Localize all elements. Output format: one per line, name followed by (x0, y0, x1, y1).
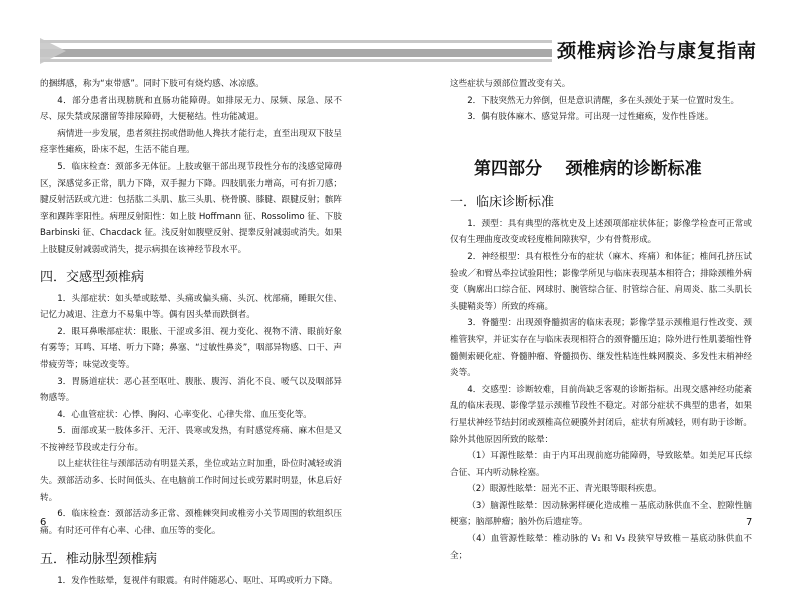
paragraph: 3．脊髓型：出现颈脊髓损害的临床表现；影像学显示颈椎退行性改变、颈椎管狭窄，并证实存在与临床表现相符合的颈脊髓压迫；除外进行性肌萎缩性脊髓侧索硬化症、脊髓肿瘤、脊髓损伤、继发性粘连性蛛网膜炎、多发性末梢神经炎等。 (450, 318, 752, 379)
paragraph: 5．面部或某一肢体多汗、无汗、畏寒或发热，有时感觉疼痛、麻木但是又不按神经节段或走行分布。 (40, 426, 342, 453)
paragraph: 2．眼耳鼻喉部症状：眼胀、干涩或多泪、视力变化、视物不清、眼前好象有雾等；耳鸣、耳堵、听力下降；鼻塞、“过敏性鼻炎”，咽部异物感、口干、声带疲劳等；味觉改变等。 (40, 326, 342, 370)
paragraph: 2．下肢突然无力猝倒，但是意识清醒，多在头颈处于某一位置时发生。 (467, 95, 740, 106)
section-heading-sympathetic: 四．交感型颈椎病 (40, 269, 145, 285)
paragraph: 3．偶有肢体麻木、感觉异常。可出现一过性瘫痪，发作性昏迷。 (467, 112, 714, 123)
left-page-body (40, 76, 342, 590)
sympathetic-paragraphs (40, 291, 342, 540)
paragraph: 1．头部症状：如头晕或眩晕、头痛或偏头痛、头沉、枕部痛，睡眠欠佳、记忆力减退、注意力不易集中等。偶有因头晕而跌倒者。 (40, 293, 342, 321)
paragraph: 4．交感型：诊断较难，目前尚缺乏客观的诊断指标。出现交感神经功能紊乱的临床表现、影像学显示颈椎节段性不稳定。对部分症状不典型的患者，如果行星状神经节结封闭或颈椎高位硬膜外封闭后，症状有所减轻，则有助于诊断。除外其他原因所致的眩晕： (450, 384, 752, 445)
paragraph: 病情进一步发展，患者须拄拐或借助他人搀扶才能行走，直至出现双下肢呈痉挛性瘫痪，卧床不起，生活不能自理。 (40, 128, 342, 156)
paragraph: 这些症状与颈部位置改变有关。 (450, 79, 571, 89)
book-title: 颈椎病诊治与康复指南 (557, 40, 758, 62)
paragraph: （1）耳源性眩晕：由于内耳出现前庭功能障碍，导致眩晕。如美尼耳氏综合征、耳内听动脉栓塞。 (450, 451, 752, 478)
paragraph: （4）血管源性眩晕：椎动脉的 V₁ 和 V₃ 段狭窄导致椎－基底动脉供血不全； (450, 534, 752, 561)
paragraph: 的捆绑感，称为“束带感”。同时下肢可有烧灼感、冰凉感。 (40, 79, 264, 89)
header-wedge-ornament (40, 38, 66, 64)
page-number-left: 6 (40, 517, 47, 528)
paragraph: 4．心血管症状：心悸、胸闷、心率变化、心律失常、血压变化等。 (57, 409, 312, 420)
paragraph: 2．神经根型：具有根性分布的症状（麻木、疼痛）和体征；椎间孔挤压试验或／和臂丛牵拉试验阳性；影像学所见与临床表现基本相符合；排除颈椎外病变（胸廓出口综合征、网球肘、腕管综合征、肘管综合征、肩周炎、肱二头肌长头腱鞘炎等）所致的疼痛。 (450, 251, 752, 312)
paragraph: （2）眼源性眩晕：屈光不正、青光眼等眼科疾患。 (467, 484, 662, 495)
paragraph: 6．临床检查：颈部活动多正常、颈椎棘突间或椎旁小关节周围的软组织压痛。有时还可伴有心率、心律、血压等的变化。 (40, 509, 342, 536)
part-title: 第四部分 颈椎病的诊断标准 (474, 158, 702, 179)
paragraph: 4．部分患者出现膀胱和直肠功能障碍。如排尿无力、尿频、尿急、尿不尽、尿失禁或尿潴留等排尿障碍，大便秘结。性功能减退。 (40, 95, 342, 123)
paragraph: 以上症状往往与颈部活动有明显关系，坐位或站立时加重，卧位时减轻或消失。颈部活动多、长时间低头、在电脑前工作时间过长或劳累时明显，休息后好转。 (40, 459, 342, 503)
left-intro-paragraphs (40, 76, 342, 259)
section-heading-vertebral-artery: 五．椎动脉型颈椎病 (40, 552, 158, 568)
vertebral-artery-paragraphs (40, 573, 342, 590)
clinical-criteria-paragraphs (450, 216, 752, 564)
paragraph: （3）脑源性眩晕：因动脉粥样硬化造成椎－基底动脉供血不全、腔隙性脑梗塞；脑部肿瘤；脑外伤后遗症等。 (450, 500, 752, 528)
right-page-body (450, 76, 752, 564)
paragraph: 3．胃肠道症状：恶心甚至呕吐、腹胀、腹泻、消化不良、嗳气以及咽部异物感等。 (40, 376, 342, 404)
right-intro-paragraphs (450, 76, 752, 126)
paragraph: 5．临床检查：颈部多无体征。上肢或躯干部出现节段性分布的浅感觉障碍区，深感觉多正常，肌力下降，双手握力下降。四肢肌张力增高，可有折刀感；腱反射活跃或亢进：包括肱二头肌、肱三头肌、桡骨膜、膝腱、跟腱反射；髌阵挛和踝阵挛阳性。病理反射阳性：如上肢 Hoffmann 征、Rossolimo 征、下肢 Barbinski 征、Chacdack 征。浅反射如腹壁反射、提睾反射减弱或消失。如果上肢腱反射减弱或消失，提示病损在该神经节段水平。 (40, 161, 342, 255)
section-heading-clinical-criteria: 一．临床诊断标准 (450, 194, 555, 210)
page-number-right: 7 (746, 517, 753, 528)
paragraph: 1．发作性眩晕，复视伴有眼震。有时伴随恶心、呕吐、耳鸣或听力下降。 (57, 576, 338, 587)
paragraph: 1．颈型：具有典型的落枕史及上述颈项部症状体征；影像学检查可正常或仅有生理曲度改变或轻度椎间隙狭窄，少有骨赘形成。 (450, 218, 752, 246)
